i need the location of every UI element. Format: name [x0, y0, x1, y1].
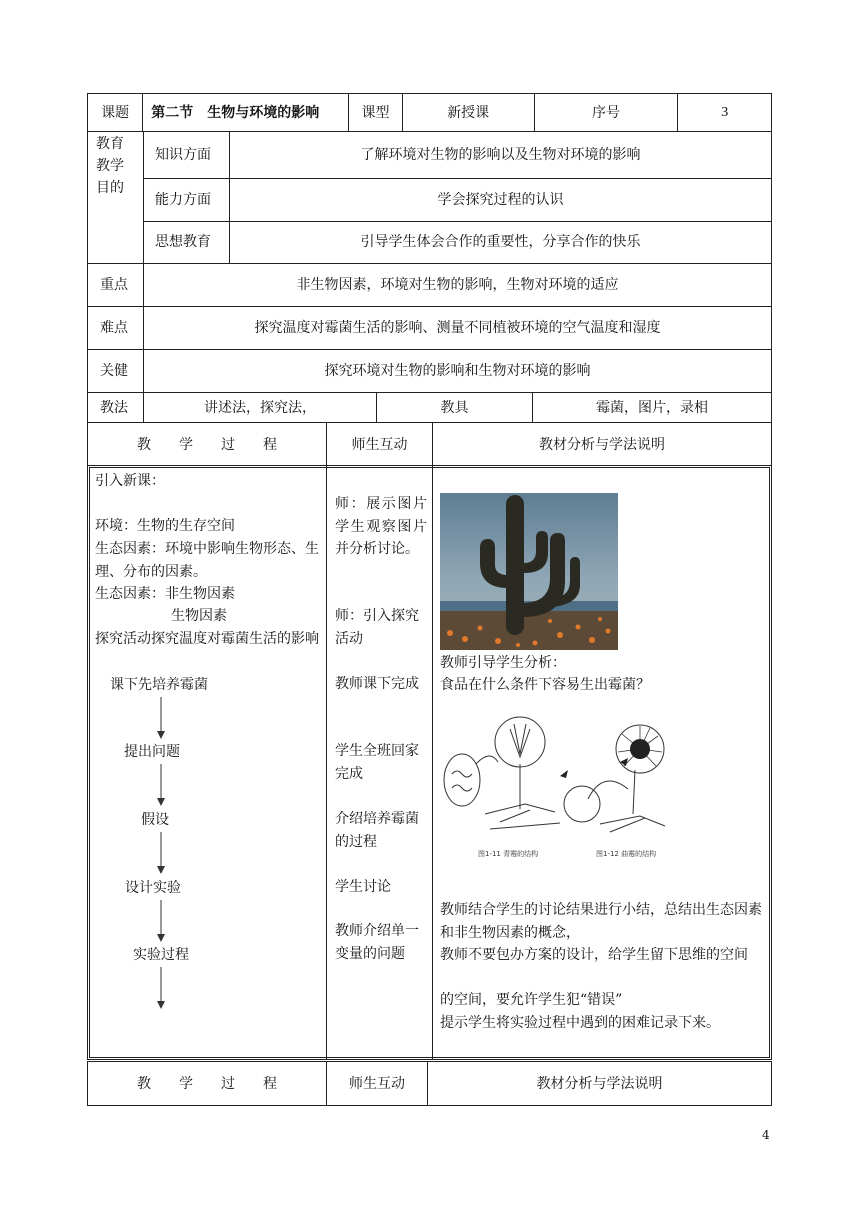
seq-label: 序号 [534, 94, 678, 132]
interaction-1: 师：展示图片学生观察图片并分析讨论。 [335, 496, 427, 557]
teacher-summary: 教师结合学生的讨论结果进行小结，总结出生态因素和非生物因素的概念， [440, 902, 762, 941]
error-note: 的空间，要允许学生犯“错误” [440, 992, 623, 1008]
method-label: 教法 [100, 400, 128, 416]
process-header-title: 教 学 过 程 [137, 437, 277, 453]
lesson-info-table [87, 93, 772, 132]
flow-arrow-5 [155, 967, 167, 1011]
difficulty-label: 难点 [100, 320, 128, 336]
flow-step-4: 设计实验 [125, 880, 181, 896]
mold-question: 食品在什么条件下容易生出霉菌？ [440, 677, 650, 693]
eco-factor-abiotic: 生态因素：非生物因素 [95, 586, 235, 602]
key-value: 探究环境对生物的影响和生物对环境的影响 [324, 363, 591, 379]
goals-label-text: 教育教学目的 [96, 136, 124, 196]
goal-1-label: 知识方面 [155, 147, 211, 163]
process-header-interaction: 师生互动 [351, 437, 408, 453]
process-header-analysis: 教材分析与学法说明 [539, 437, 665, 453]
difficulty-value: 探究温度对霉菌生活的影响、测量不同植被环境的空气温度和湿度 [254, 320, 661, 336]
goal-3-label: 思想教育 [155, 234, 211, 250]
page-number: 4 [762, 1128, 770, 1142]
mold-structure-diagram [440, 704, 670, 866]
flow-step-3: 假设 [141, 812, 169, 828]
flow-step-1: 课下先培养霉菌 [110, 677, 208, 693]
interaction-2: 师：引入探究活动 [335, 608, 419, 647]
interaction-6: 学生讨论 [335, 879, 391, 895]
method-value: 讲述法，探究法， [204, 400, 316, 416]
tools-label: 教具 [440, 400, 469, 416]
flow-arrow-1 [155, 697, 167, 741]
interaction-3: 教师课下完成 [335, 676, 419, 692]
interaction-4: 学生全班回家完成 [335, 743, 419, 782]
title-label: 课题 [88, 94, 143, 132]
intro-text: 引入新课： [95, 473, 165, 489]
flow-arrow-4 [155, 900, 167, 944]
seq-value: 3 [678, 94, 772, 132]
key-label: 关健 [100, 363, 128, 379]
eco-factor-biotic: 生物因素 [171, 608, 227, 624]
type-value: 新授课 [402, 94, 534, 132]
flow-step-5: 实验过程 [133, 947, 189, 963]
record-note: 提示学生将实验过程中遇到的困难记录下来。 [440, 1015, 720, 1031]
lesson-title: 第二节 生物与环境的影响 [143, 94, 349, 132]
env-definition: 环境：生物的生存空间 [95, 518, 235, 534]
focus-value: 非生物因素，环境对生物的影响，生物对环境的适应 [296, 277, 619, 293]
flow-arrow-2 [155, 764, 167, 808]
focus-label: 重点 [100, 277, 128, 293]
flow-step-2: 提出问题 [124, 744, 180, 760]
teacher-guide: 教师引导学生分析： [440, 655, 566, 671]
process-header2-analysis: 教材分析与学法说明 [536, 1076, 663, 1092]
goal-1-value: 了解环境对生物的影响以及生物对环境的影响 [360, 147, 641, 163]
type-label: 课型 [349, 94, 402, 132]
flow-arrow-3 [155, 832, 167, 876]
goal-2-label: 能力方面 [155, 192, 211, 208]
goal-3-value: 引导学生体会合作的重要性，分享合作的快乐 [360, 234, 641, 250]
tools-value: 霉菌，图片，录相 [596, 400, 708, 416]
diagram-caption-1: 图1-11 青霉的结构 [478, 850, 539, 858]
inquiry-activity: 探究活动探究温度对霉菌生活的影响 [95, 631, 319, 647]
goals-label [96, 133, 136, 199]
process-header2-title: 教 学 过 程 [137, 1076, 277, 1092]
cactus-photo [440, 493, 618, 650]
interaction-5: 介绍培养霉菌的过程 [335, 811, 419, 850]
process-header2-interaction: 师生互动 [349, 1076, 405, 1092]
eco-factor-definition: 生态因素：环境中影响生物形态、生理、分布的因素。 [95, 541, 319, 580]
goal-2-value: 学会探究过程的认识 [437, 192, 564, 208]
design-note: 教师不要包办方案的设计，给学生留下思维的空间 [440, 947, 748, 963]
diagram-caption-2: 图1-12 曲霉的结构 [596, 850, 657, 858]
interaction-7: 教师介绍单一变量的问题 [335, 923, 419, 962]
